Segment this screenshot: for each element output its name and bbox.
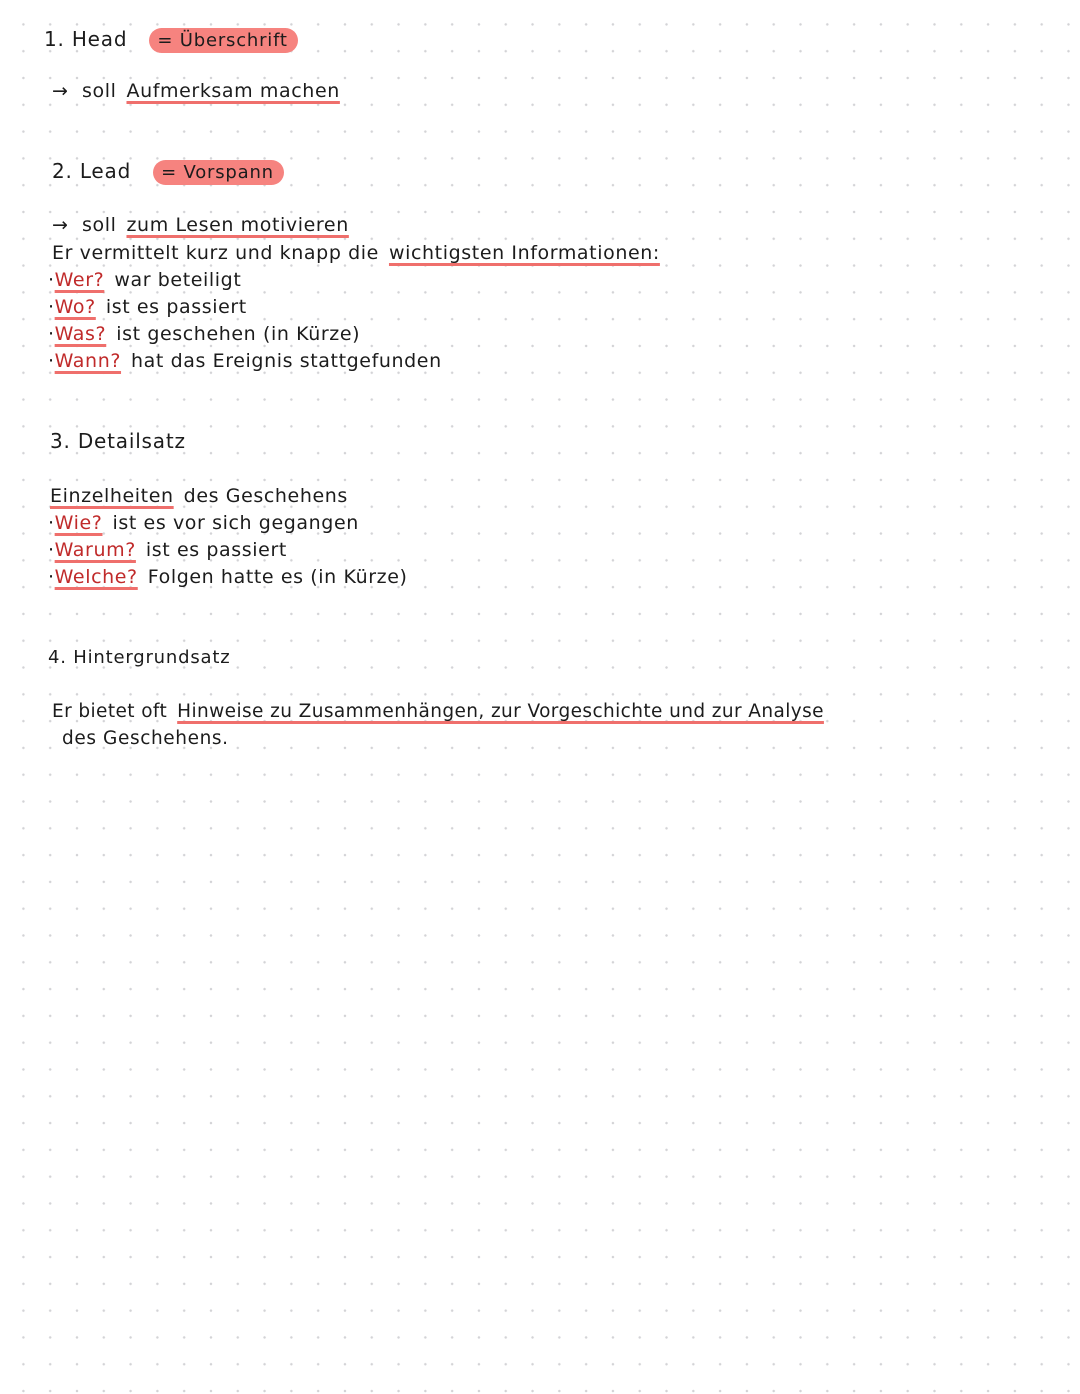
section-2-heading-row — [52, 158, 284, 185]
section-3-intro-underlined: Einzelheiten — [50, 485, 174, 507]
bullet-question: Wo? — [54, 296, 96, 318]
bullet-question: Wann? — [54, 350, 122, 372]
section-1-text-plain: soll — [82, 80, 117, 102]
section-4-underlined: Hinweise zu Zusammenhängen, zur Vorgeschichte und zur Analyse — [177, 701, 824, 722]
list-item: ·Wo? ist es passiert — [48, 296, 247, 318]
bullet-question: Welche? — [54, 566, 138, 588]
section-3-intro — [50, 483, 348, 509]
section-1-text-underlined: Aufmerksam machen — [126, 80, 340, 102]
bullet-question: Was? — [54, 323, 107, 345]
section-1-highlight-pill: = Überschrift — [149, 28, 297, 53]
section-3-intro-plain: des Geschehens — [183, 485, 348, 507]
section-3-heading: 3. Detailsatz — [50, 429, 186, 453]
bullet-text: ist es vor sich gegangen — [112, 512, 359, 534]
section-1-heading-row — [44, 26, 298, 53]
bullet-question: Warum? — [54, 539, 136, 561]
bullet-text: war beteiligt — [114, 269, 242, 291]
bullet-text: ist geschehen (in Kürze) — [116, 323, 361, 345]
arrow-right-icon: → — [52, 80, 69, 102]
bullet-question: Wie? — [54, 512, 103, 534]
bullet-text: ist es passiert — [145, 539, 287, 561]
section-1-heading: 1. Head — [44, 27, 128, 51]
section-4-line-1 — [52, 699, 824, 725]
bullet-question: Wer? — [54, 269, 105, 291]
list-item: ·Wie? ist es vor sich gegangen — [48, 512, 359, 534]
section-2-heading: 2. Lead — [52, 159, 132, 183]
section-2-motivate — [52, 212, 349, 238]
section-2-intro-plain: Er vermittelt kurz und knapp die — [52, 242, 379, 264]
section-4-heading: 4. Hintergrundsatz — [48, 647, 231, 668]
list-item: ·Wann? hat das Ereignis stattgefunden — [48, 350, 442, 372]
arrow-right-icon: → — [52, 214, 69, 236]
list-item: ·Warum? ist es passiert — [48, 539, 287, 561]
bullet-text: hat das Ereignis stattgefunden — [131, 350, 442, 372]
section-1-description — [52, 78, 340, 104]
section-2-motivate-plain: soll — [82, 214, 117, 236]
section-2-intro-underlined: wichtigsten Informationen: — [388, 242, 660, 264]
section-2-intro — [52, 240, 660, 266]
section-2-highlight-pill: = Vorspann — [153, 160, 284, 185]
list-item: ·Was? ist geschehen (in Kürze) — [48, 323, 361, 345]
bullet-text: Folgen hatte es (in Kürze) — [147, 566, 408, 588]
bullet-text: ist es passiert — [105, 296, 247, 318]
list-item: ·Welche? Folgen hatte es (in Kürze) — [48, 566, 408, 588]
section-4-plain: Er bietet oft — [52, 701, 168, 722]
section-2-motivate-underlined: zum Lesen motivieren — [126, 214, 349, 236]
section-4-line-2: des Geschehens. — [62, 728, 229, 749]
list-item: ·Wer? war beteiligt — [48, 269, 242, 291]
